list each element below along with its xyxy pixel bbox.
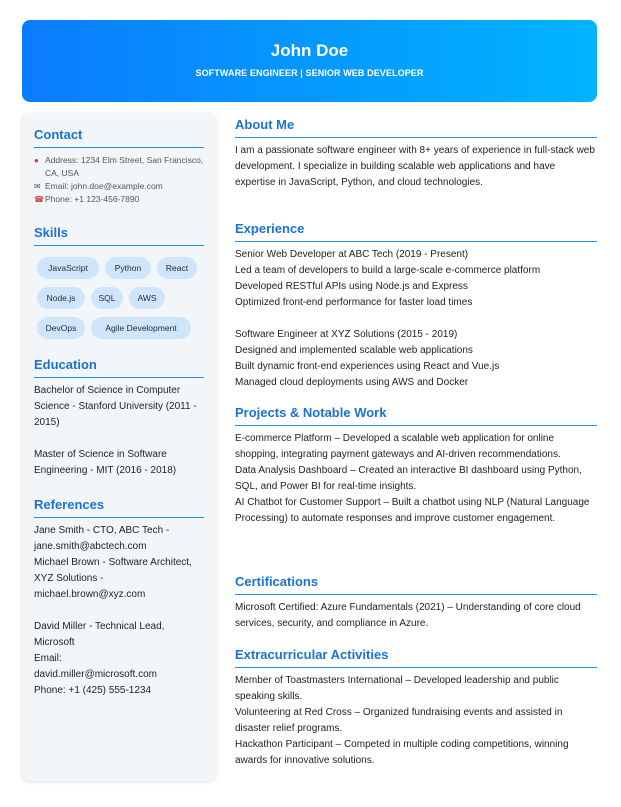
certifications-section <box>235 573 597 632</box>
project-item: Data Analysis Dashboard – Created an interactive BI dashboard using Python, SQL, and Power BI for real-time insights. <box>235 465 582 492</box>
resume-header <box>22 20 597 102</box>
job-title: SOFTWARE ENGINEER | SENIOR WEB DEVELOPER <box>195 68 424 78</box>
email-text[interactable]: Email: john.doe@example.com <box>45 181 163 191</box>
activity-item: Member of Toastmasters International – Developed leadership and public speaking skills. <box>235 675 559 702</box>
contact-email <box>34 180 204 193</box>
phone-icon: ☎ <box>34 195 44 204</box>
skill-tag: SQL <box>91 287 123 309</box>
skill-tag: Node.js <box>37 287 85 309</box>
project-item: E-commerce Platform – Developed a scalable web application for online shopping, integrating payment gateways and AI-driven recommendations. <box>235 433 561 460</box>
job-detail: Developed RESTful APIs using Node.js and Express <box>235 281 468 292</box>
education-item: Bachelor of Science in Computer Science - Stanford University (2011 - 2015) <box>34 385 197 428</box>
activity-item: Volunteering at Red Cross – Organized fundraising events and assisted in disaster relief programs. <box>235 707 563 734</box>
about-text: I am a passionate software engineer with 8+ years of experience in full-stack web development. I specialize in building scalable web applications and have expertise in JavaScript, Python, and cloud technologies. <box>235 145 595 188</box>
skills-heading: Skills <box>34 224 204 246</box>
job-title-line: Senior Web Developer at ABC Tech (2019 - Present) <box>235 249 469 260</box>
activity-item: Hackathon Participant – Competed in multiple coding competitions, winning awards for innovative solutions. <box>235 739 569 766</box>
education-item: Master of Science in Software Engineering - MIT (2016 - 2018) <box>34 449 177 476</box>
projects-heading: Projects & Notable Work <box>235 404 597 426</box>
contact-phone <box>34 193 204 206</box>
about-heading: About Me <box>235 116 597 138</box>
education-heading: Education <box>34 356 204 378</box>
reference-email-label: Email: <box>34 653 62 664</box>
contact-heading: Contact <box>34 126 204 148</box>
person-name: John Doe <box>270 41 349 60</box>
projects-section <box>235 404 597 527</box>
reference-email[interactable]: david.miller@microsoft.com <box>34 669 157 680</box>
job-title-line: Software Engineer at XYZ Solutions (2015 - 2019) <box>235 329 458 340</box>
job-detail: Built dynamic front-end experiences using React and Vue.js <box>235 361 500 372</box>
location-pin-icon: ● <box>34 156 39 165</box>
experience-heading: Experience <box>235 220 597 242</box>
job-detail: Led a team of developers to build a large-scale e-commerce platform <box>235 265 541 276</box>
certifications-heading: Certifications <box>235 573 597 595</box>
phone-text: Phone: +1 123-456-7890 <box>45 194 140 204</box>
experience-section <box>235 220 597 391</box>
project-item: AI Chatbot for Customer Support – Built a chatbot using NLP (Natural Language Processing) to automate responses and improve customer engagement. <box>235 497 590 524</box>
certification-item: Microsoft Certified: Azure Fundamentals (2021) – Understanding of core cloud services, security, and compliance in Azure. <box>235 602 581 629</box>
job-detail: Managed cloud deployments using AWS and Docker <box>235 377 469 388</box>
sidebar <box>22 113 216 781</box>
references-heading: References <box>34 496 204 518</box>
job-detail: Optimized front-end performance for faster load times <box>235 297 473 308</box>
skill-tag: Agile Development <box>91 317 191 339</box>
skill-tag: DevOps <box>37 317 85 339</box>
job-detail: Designed and implemented scalable web applications <box>235 345 473 356</box>
reference-item: Michael Brown - Software Architect, XYZ Solutions - michael.brown@xyz.com <box>34 557 192 600</box>
contact-address <box>34 154 204 180</box>
address-text: Address: 1234 Elm Street, San Francisco, CA, USA <box>45 155 204 178</box>
reference-item: David Miller - Technical Lead, Microsoft <box>34 621 165 648</box>
extracurricular-section <box>235 646 597 769</box>
extracurricular-heading: Extracurricular Activities <box>235 646 597 668</box>
envelope-icon: ✉ <box>34 182 41 191</box>
reference-item: Jane Smith - CTO, ABC Tech - jane.smith@abctech.com <box>34 525 170 552</box>
skill-tag: AWS <box>129 287 165 309</box>
references-section <box>34 496 204 699</box>
skills-section <box>34 224 204 333</box>
contact-section <box>34 126 204 206</box>
skill-tag: Python <box>105 257 151 279</box>
reference-phone: Phone: +1 (425) 555-1234 <box>34 685 152 696</box>
skill-tag: JavaScript <box>37 257 99 279</box>
education-section <box>34 356 204 479</box>
skill-tag: React <box>157 257 197 279</box>
about-section <box>235 116 597 191</box>
